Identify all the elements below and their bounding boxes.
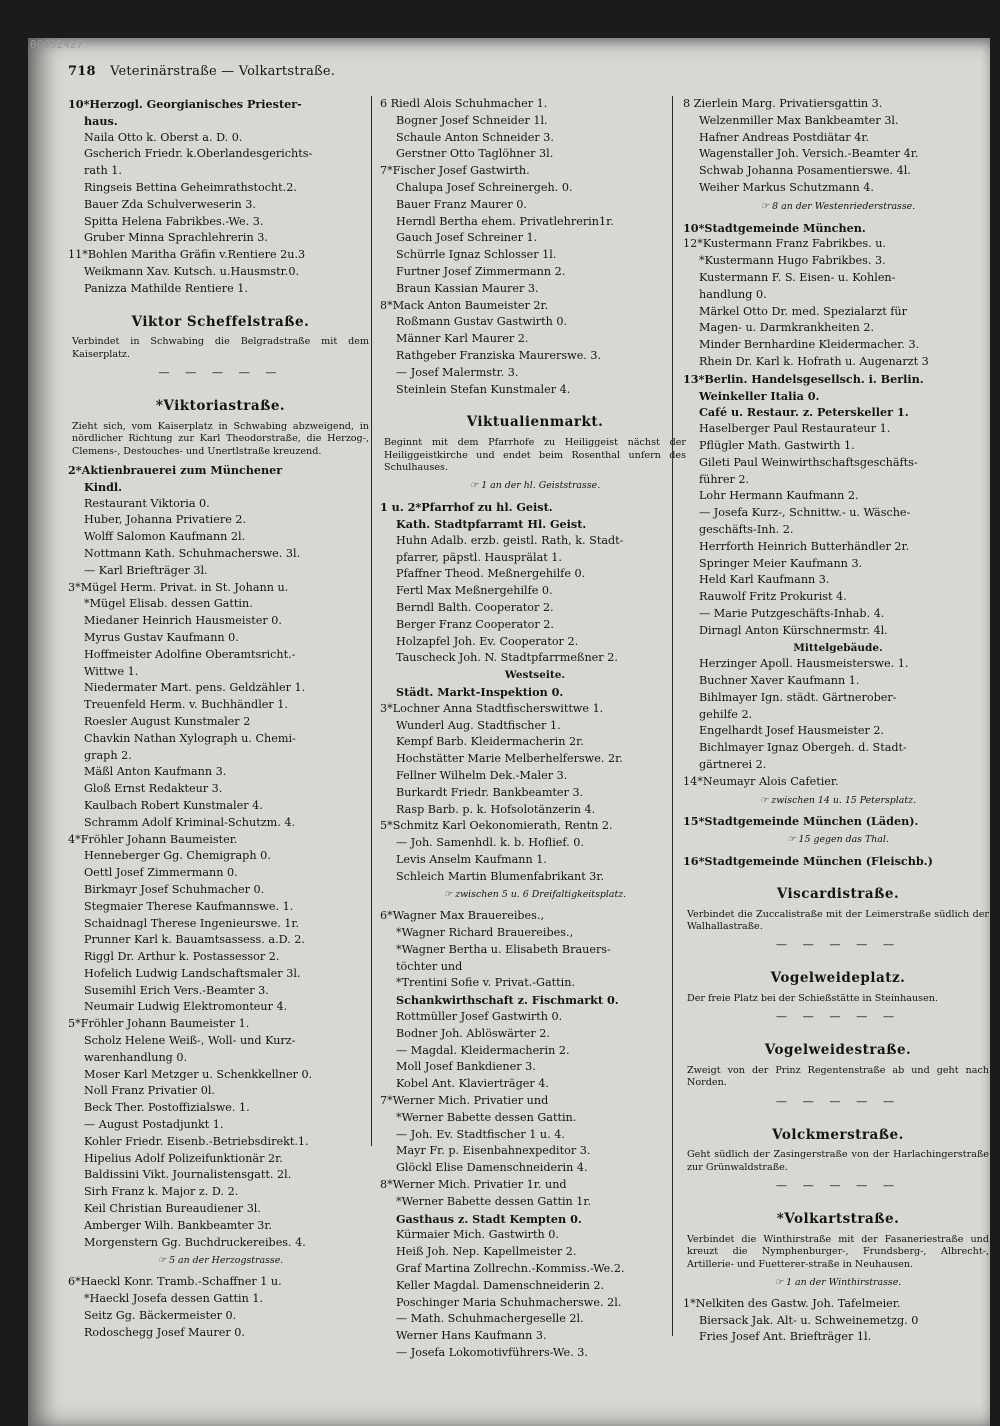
directory-entry: Chalupa Josef Schreinergeh. 0. (396, 180, 573, 194)
directory-entry: 7*Fischer Josef Gastwirth. (380, 164, 530, 178)
directory-entry: Held Karl Kaufmann 3. (699, 573, 830, 587)
street-description: Zieht sich, vom Kaiserplatz in Schwabing abzweigend, in nördlicher Richtung zur Karl Theodorstraße, die Herzog-, Clemens-, Destouches- und Unertlstraße kreuzend. (72, 420, 369, 457)
directory-entry: Hofelich Ludwig Landschaftsmaler 3l. (84, 966, 301, 980)
directory-entry: töchter und (396, 959, 463, 973)
directory-entry: Panizza Mathilde Rentiere 1. (84, 281, 248, 295)
directory-entry: Morgenstern Gg. Buchdruckereibes. 4. (84, 1235, 306, 1249)
directory-entry: Fertl Max Meßnergehilfe 0. (396, 584, 553, 598)
directory-entry: Pfaffner Theod. Meßnergehilfe 0. (396, 567, 586, 581)
directory-entry: Tauscheck Joh. N. Stadtpfarrmeßner 2. (396, 651, 618, 665)
directory-entry: 12*Kustermann Franz Fabrikbes. u. (683, 237, 886, 251)
directory-entry: 2*Aktienbrauerei zum Münchener (68, 462, 283, 477)
directory-entry: Gileti Paul Weinwirthschaftsgeschäfts- (699, 455, 918, 469)
directory-entry: 3*Mügel Herm. Privat. in St. Johann u. (68, 580, 289, 594)
directory-entry: Naila Otto k. Oberst a. D. 0. (84, 130, 243, 144)
directory-entry: — Josef Malermstr. 3. (396, 365, 519, 379)
directory-entry: 1*Nelkiten des Gastw. Joh. Tafelmeier. (683, 1296, 901, 1310)
directory-entry: Biersack Jak. Alt- u. Schweinemetzg. 0 (699, 1313, 919, 1327)
directory-entry: Fellner Wilhelm Dek.-Maler 3. (396, 768, 568, 782)
directory-entry: Treuenfeld Herm. v. Buchhändler 1. (84, 698, 288, 712)
directory-entry: Rauwolf Fritz Prokurist 4. (699, 590, 847, 604)
directory-entry: rath 1. (84, 164, 122, 178)
street-description: Zweigt von der Prinz Regentenstraße ab und geht nach Norden. (687, 1065, 989, 1089)
directory-entry: 10*Stadtgemeinde München. (683, 220, 866, 235)
directory-entry: 13*Berlin. Handelsgesellsch. i. Berlin. (683, 371, 924, 386)
directory-entry: Bodner Joh. Ablöswärter 2. (396, 1026, 550, 1040)
directory-entry: Burkardt Friedr. Bankbeamter 3. (396, 785, 584, 799)
directory-entry: Männer Karl Maurer 2. (396, 332, 529, 346)
directory-entry: Schaidnagl Therese Ingenieurswe. 1r. (84, 916, 300, 930)
directory-entry: Weiher Markus Schutzmann 4. (699, 180, 874, 194)
directory-entry: Furtner Josef Zimmermann 2. (396, 264, 566, 278)
directory-entry: Roßmann Gustav Gastwirth 0. (396, 315, 568, 329)
cross-reference-note: ☞ 5 an der Herzogstrasse. (157, 1255, 284, 1267)
directory-entry: Stegmaier Therese Kaufmannswe. 1. (84, 899, 294, 913)
directory-entry: Herndl Bertha ehem. Privatlehrerin1r. (396, 214, 614, 228)
directory-entry: pfarrer, päpstl. Hausprälat 1. (396, 550, 562, 564)
directory-entry: Wunderl Aug. Stadtfischer 1. (396, 718, 561, 732)
street-description: Verbindet die Zuccalistraße mit der Leimerstraße südlich der Walhallastraße. (687, 908, 989, 933)
directory-entry: Schankwirthschaft z. Fischmarkt 0. (396, 993, 619, 1008)
directory-entry: Scholz Helene Weiß-, Woll- und Kurz- (84, 1034, 296, 1048)
directory-entry: graph 2. (84, 748, 132, 762)
directory-entry: Rasp Barb. p. k. Hofsolotänzerin 4. (396, 802, 596, 816)
directory-entry: Rhein Dr. Karl k. Hofrath u. Augenarzt 3 (699, 354, 929, 368)
directory-entry: Baldissini Vikt. Journalistensgatt. 2l. (84, 1168, 292, 1182)
column-1 (68, 96, 373, 1386)
directory-entry: Poschinger Maria Schuhmacherswe. 2l. (396, 1295, 622, 1309)
directory-entry: Hafner Andreas Postdiätar 4r. (699, 130, 869, 144)
directory-entry: Riggl Dr. Arthur k. Postassessor 2. (84, 950, 280, 964)
cross-reference-note: ☞ 1 an der Winthirstrasse. (774, 1277, 902, 1289)
directory-entry: Chavkin Nathan Xylograph u. Chemi- (84, 731, 296, 745)
directory-entry: Moll Josef Bankdiener 3. (396, 1060, 536, 1074)
separator-dashes: — — — — — (158, 366, 283, 380)
directory-entry: Keil Christian Bureaudiener 3l. (84, 1202, 261, 1216)
directory-entry: Gerstner Otto Taglöhner 3l. (396, 147, 554, 161)
directory-entry: Seitz Gg. Bäckermeister 0. (84, 1308, 237, 1322)
directory-entry: 5*Schmitz Karl Oekonomierath, Rentn 2. (380, 819, 613, 833)
directory-entry: Hoffmeister Adolfine Oberamtsricht.- (84, 647, 296, 661)
directory-entry: Wagenstaller Joh. Versich.-Beamter 4r. (699, 147, 919, 161)
directory-entry: — Marie Putzgeschäfts-Inhab. 4. (699, 606, 885, 620)
directory-entry: Fries Josef Ant. Briefträger 1l. (699, 1330, 872, 1344)
directory-entry: Weinkeller Italia 0. (699, 388, 820, 403)
directory-entry: Prunner Karl k. Bauamtsassess. a.D. 2. (84, 933, 305, 947)
directory-entry: Steinlein Stefan Kunstmaler 4. (396, 382, 571, 396)
directory-entry: — Josefa Lokomotivführers-We. 3. (396, 1346, 588, 1359)
directory-entry: Gloß Ernst Redakteur 3. (84, 782, 223, 796)
directory-entry: haus. (84, 113, 118, 128)
directory-entry: Städt. Markt-Inspektion 0. (396, 684, 564, 699)
directory-entry: Bichlmayer Ignaz Obergeh. d. Stadt- (699, 741, 907, 755)
street-heading: Volckmerstraße. (772, 1126, 904, 1143)
directory-entry: Huhn Adalb. erzb. geistl. Rath, k. Stadt- (396, 533, 624, 547)
cross-reference-note: ☞ 1 an der hl. Geiststrasse. (469, 480, 601, 492)
directory-entry: Braun Kassian Maurer 3. (396, 281, 539, 295)
directory-entry: warenhandlung 0. (84, 1050, 188, 1064)
directory-entry: Hipelius Adolf Polizeifunktionär 2r. (84, 1151, 283, 1165)
directory-entry: *Werner Babette dessen Gattin 1r. (396, 1194, 592, 1208)
directory-entry: 3*Lochner Anna Stadtfischerswittwe 1. (380, 701, 604, 715)
street-description: Geht südlich der Zasingerstraße von der Harlachingerstraße zur Grünwaldstraße. (687, 1149, 989, 1173)
page-header (68, 64, 335, 79)
directory-entry: Schürrle Ignaz Schlosser 1l. (396, 248, 557, 262)
section-subheading: Westseite. (504, 669, 566, 682)
directory-entry: — Karl Briefträger 3l. (84, 563, 208, 577)
directory-entry: Niedermater Mart. pens. Geldzähler 1. (84, 681, 306, 695)
directory-entry: Hochstätter Marie Melberhelferswe. 2r. (396, 752, 623, 766)
directory-entry: Minder Bernhardine Kleidermacher. 3. (699, 338, 920, 352)
directory-entry: Keller Magdal. Damenschneiderin 2. (396, 1278, 605, 1292)
directory-entry: *Mügel Elisab. dessen Gattin. (84, 597, 253, 611)
directory-entry: 6*Wagner Max Brauereibes., (380, 909, 545, 923)
directory-entry: Rottmüller Josef Gastwirth 0. (396, 1010, 563, 1024)
directory-entry: Welzenmiller Max Bankbeamter 3l. (699, 113, 899, 127)
directory-entry: Schwab Johanna Posamentierswe. 4l. (699, 164, 911, 178)
directory-entry: Wittwe 1. (84, 664, 139, 678)
directory-entry: Pflügler Math. Gastwirth 1. (699, 438, 855, 452)
directory-entry: Berger Franz Cooperator 2. (396, 617, 554, 631)
directory-entry: 7*Werner Mich. Privatier und (380, 1094, 549, 1108)
directory-entry: Heiß Joh. Nep. Kapellmeister 2. (396, 1245, 577, 1259)
directory-entry: Weikmann Xav. Kutsch. u.Hausmstr.0. (84, 264, 300, 278)
separator-dashes: — — — — — (775, 938, 901, 952)
directory-entry: Magen- u. Darmkrankheiten 2. (699, 321, 875, 335)
directory-entry: Restaurant Viktoria 0. (84, 496, 210, 510)
directory-entry: Rodoschegg Josef Maurer 0. (84, 1325, 245, 1339)
directory-entry: handlung 0. (699, 287, 767, 301)
directory-entry: — Joh. Ev. Stadtfischer 1 u. 4. (396, 1127, 565, 1141)
directory-entry: Ringseis Bettina Geheimrathstocht.2. (84, 180, 297, 194)
section-subheading: Mittelgebäude. (793, 641, 883, 654)
directory-entry: *Wagner Bertha u. Elisabeth Brauers- (396, 942, 611, 956)
cross-reference-note: ☞ 8 an der Westenriederstrasse. (760, 200, 916, 212)
page-title: Veterinärstraße — Volkartstraße. (110, 64, 336, 79)
directory-entry: Susemihl Erich Vers.-Beamter 3. (84, 983, 269, 997)
directory-entry: Gauch Josef Schreiner 1. (396, 231, 538, 245)
directory-entry: 10*Herzogl. Georgianisches Priester- (68, 97, 302, 111)
column-3 (683, 96, 990, 1386)
directory-entry: Huber, Johanna Privatiere 2. (84, 513, 247, 527)
directory-entry: *Wagner Richard Brauereibes., (396, 926, 574, 940)
directory-entry: Haselberger Paul Restaurateur 1. (699, 422, 891, 436)
directory-entry: Café u. Restaur. z. Peterskeller 1. (699, 405, 909, 420)
directory-entry: *Werner Babette dessen Gattin. (396, 1110, 577, 1124)
street-description: Verbindet die Winthirstraße mit der Fasaneriestraße und kreuzt die Nymphenburger-, Frundsberg-, Albrecht-, Artillerie- und Fuetterer-straße in Neuhausen. (687, 1233, 989, 1270)
directory-entry: gärtnerei 2. (699, 758, 767, 772)
directory-entry: Levis Anselm Kaufmann 1. (396, 852, 547, 866)
directory-entry: Sirh Franz k. Major z. D. 2. (84, 1185, 239, 1199)
directory-entry: Gasthaus z. Stadt Kempten 0. (396, 1211, 582, 1226)
cross-reference-note: ☞ zwischen 14 u. 15 Petersplatz. (759, 794, 917, 806)
directory-page (28, 38, 990, 1426)
street-heading: Viktualienmarkt. (466, 414, 604, 431)
directory-entry: — Josefa Kurz-, Schnittw.- u. Wäsche- (699, 506, 911, 520)
directory-entry: Lohr Hermann Kaufmann 2. (699, 489, 859, 503)
directory-entry: 14*Neumayr Alois Cafetier. (683, 774, 839, 788)
street-heading: *Volkartstraße. (776, 1211, 900, 1228)
directory-entry: Kohler Friedr. Eisenb.-Betriebsdirekt.1. (84, 1134, 309, 1148)
directory-entry: Gscherich Friedr. k.Oberlandesgerichts- (84, 147, 313, 161)
directory-entry: Kaulbach Robert Kunstmaler 4. (84, 798, 263, 812)
directory-entry: — Math. Schuhmachergeselle 2l. (396, 1312, 584, 1326)
directory-entry: Amberger Wilh. Bankbeamter 3r. (84, 1218, 273, 1232)
directory-entry: *Haeckl Josefa dessen Gattin 1. (84, 1292, 264, 1306)
directory-entry: Schleich Martin Blumenfabrikant 3r. (396, 869, 605, 883)
directory-entry: Springer Meier Kaufmann 3. (699, 556, 863, 570)
directory-entry: Bogner Josef Schneider 1l. (396, 113, 548, 127)
directory-entry: Kobel Ant. Klavierträger 4. (396, 1077, 549, 1091)
directory-entry: 8 Zierlein Marg. Privatiersgattin 3. (683, 97, 883, 110)
directory-entry: 5*Fröhler Johann Baumeister 1. (68, 1017, 250, 1031)
street-description: Der freie Platz bei der Schießstätte in Steinhausen. (687, 993, 938, 1005)
cross-reference-note: ☞ 15 gegen das Thal. (787, 834, 889, 846)
directory-entry: Gruber Minna Sprachlehrerin 3. (84, 231, 268, 245)
directory-entry: Myrus Gustav Kaufmann 0. (84, 630, 239, 644)
directory-entry: Neumair Ludwig Elektromonteur 4. (84, 1000, 288, 1014)
directory-entry: führer 2. (699, 472, 750, 486)
directory-entry: Graf Martina Zollrechn.-Kommiss.-We.2. (396, 1262, 625, 1276)
directory-entry: Moser Karl Metzger u. Schenkkellner 0. (84, 1067, 313, 1081)
scan-id: 00092427 (30, 38, 83, 51)
directory-entry: Henneberger Gg. Chemigraph 0. (84, 849, 271, 863)
directory-entry: Bauer Franz Maurer 0. (396, 197, 527, 211)
directory-entry: Rathgeber Franziska Maurerswe. 3. (396, 348, 602, 362)
directory-entry: Oettl Josef Zimmermann 0. (84, 866, 238, 880)
street-heading: Viscardistraße. (776, 885, 900, 902)
directory-entry: Birkmayr Josef Schuhmacher 0. (84, 882, 265, 896)
directory-entry: Beck Ther. Postoffizialswe. 1. (84, 1101, 250, 1115)
page-number: 718 (68, 64, 96, 79)
directory-entry: Schramm Adolf Kriminal-Schutzm. 4. (84, 815, 296, 829)
directory-entry: Werner Hans Kaufmann 3. (396, 1329, 547, 1343)
directory-entry: Buchner Xaver Kaufmann 1. (699, 674, 860, 688)
directory-entry: 11*Bohlen Maritha Gräfin v.Rentiere 2u.3 (68, 248, 306, 262)
directory-entry: Nottmann Kath. Schuhmacherswe. 3l. (84, 546, 301, 560)
directory-entry: Märkel Otto Dr. med. Spezialarzt für (699, 304, 907, 318)
directory-entry: *Trentini Sofie v. Privat.-Gattin. (396, 976, 575, 990)
directory-entry: Noll Franz Privatier 0l. (84, 1084, 215, 1098)
directory-entry: Bihlmayer Ign. städt. Gärtnerober- (699, 690, 897, 704)
street-heading: Viktor Scheffelstraße. (131, 313, 310, 330)
directory-entry: Engelhardt Josef Hausmeister 2. (699, 724, 885, 738)
directory-entry: Berndl Balth. Cooperator 2. (396, 600, 554, 614)
directory-entry: Bauer Zda Schulverweserin 3. (84, 197, 256, 211)
street-description: Verbindet in Schwabing die Belgradstraße mit dem Kaiserplatz. (72, 336, 369, 360)
directory-entry: Mayr Fr. p. Eisenbahnexpeditor 3. (396, 1144, 591, 1158)
directory-entry: Schaule Anton Schneider 3. (396, 130, 554, 144)
directory-entry: Holzapfel Joh. Ev. Cooperator 2. (396, 634, 579, 648)
directory-entry: Kürmaier Mich. Gastwirth 0. (396, 1228, 559, 1242)
directory-entry: 6*Haeckl Konr. Tramb.-Schaffner 1 u. (68, 1275, 282, 1289)
directory-entry: Roesler August Kunstmaler 2 (84, 714, 251, 728)
directory-entry: 4*Fröhler Johann Baumeister. (68, 832, 238, 846)
directory-entry: Herrforth Heinrich Butterhändler 2r. (699, 539, 910, 553)
directory-entry: gehilfe 2. (699, 707, 753, 721)
separator-dashes: — — — — — (775, 1010, 901, 1024)
directory-entry: 15*Stadtgemeinde München (Läden). (683, 814, 919, 829)
directory-entry: Miedaner Heinrich Hausmeister 0. (84, 614, 282, 628)
directory-entry: geschäfts-Inh. 2. (699, 522, 794, 536)
directory-entry: Kempf Barb. Kleidermacherin 2r. (396, 735, 584, 749)
separator-dashes: — — — — — (775, 1179, 901, 1193)
directory-entry: 6 Riedl Alois Schuhmacher 1. (380, 97, 548, 110)
directory-entry: — Joh. Samenhdl. k. b. Hoflief. 0. (396, 836, 584, 850)
directory-entry: Glöckl Elise Damenschneiderin 4. (396, 1161, 588, 1175)
directory-entry: 1 u. 2*Pfarrhof zu hl. Geist. (380, 500, 553, 515)
directory-entry: — August Postadjunkt 1. (84, 1118, 224, 1132)
directory-entry: *Kustermann Hugo Fabrikbes. 3. (699, 254, 886, 268)
cross-reference-note: ☞ zwischen 5 u. 6 Dreifaltigkeitsplatz. (443, 889, 627, 901)
street-heading: Vogelweideplatz. (770, 970, 906, 987)
directory-entry: — Magdal. Kleidermacherin 2. (396, 1043, 570, 1057)
directory-entry: Wolff Salomon Kaufmann 2l. (84, 530, 246, 544)
directory-entry: Spitta Helena Fabrikbes.-We. 3. (84, 214, 264, 228)
separator-dashes: — — — — — (775, 1094, 901, 1108)
directory-entry: Dirnagl Anton Kürschnermstr. 4l. (699, 623, 888, 637)
directory-entry: Kindl. (84, 479, 123, 494)
street-heading: Vogelweidestraße. (764, 1042, 912, 1059)
directory-entry: Herzinger Apoll. Hausmeisterswe. 1. (699, 657, 909, 671)
column-2 (380, 96, 690, 1386)
directory-entry: 8*Mack Anton Baumeister 2r. (380, 298, 549, 312)
street-description: Beginnt mit dem Pfarrhofe zu Heiliggeist nächst der Heiliggeistkirche und endet beim Rosenthal unfern des Schulhauses. (384, 437, 686, 473)
directory-entry: Kath. Stadtpfarramt Hl. Geist. (396, 516, 587, 531)
directory-entry: Kustermann F. S. Eisen- u. Kohlen- (699, 270, 896, 284)
directory-entry: 16*Stadtgemeinde München (Fleischb.) (683, 854, 933, 869)
directory-entry: Mäßl Anton Kaufmann 3. (84, 765, 227, 779)
directory-entry: 8*Werner Mich. Privatier 1r. und (380, 1178, 567, 1192)
street-heading: *Viktoriastraße. (155, 397, 286, 414)
